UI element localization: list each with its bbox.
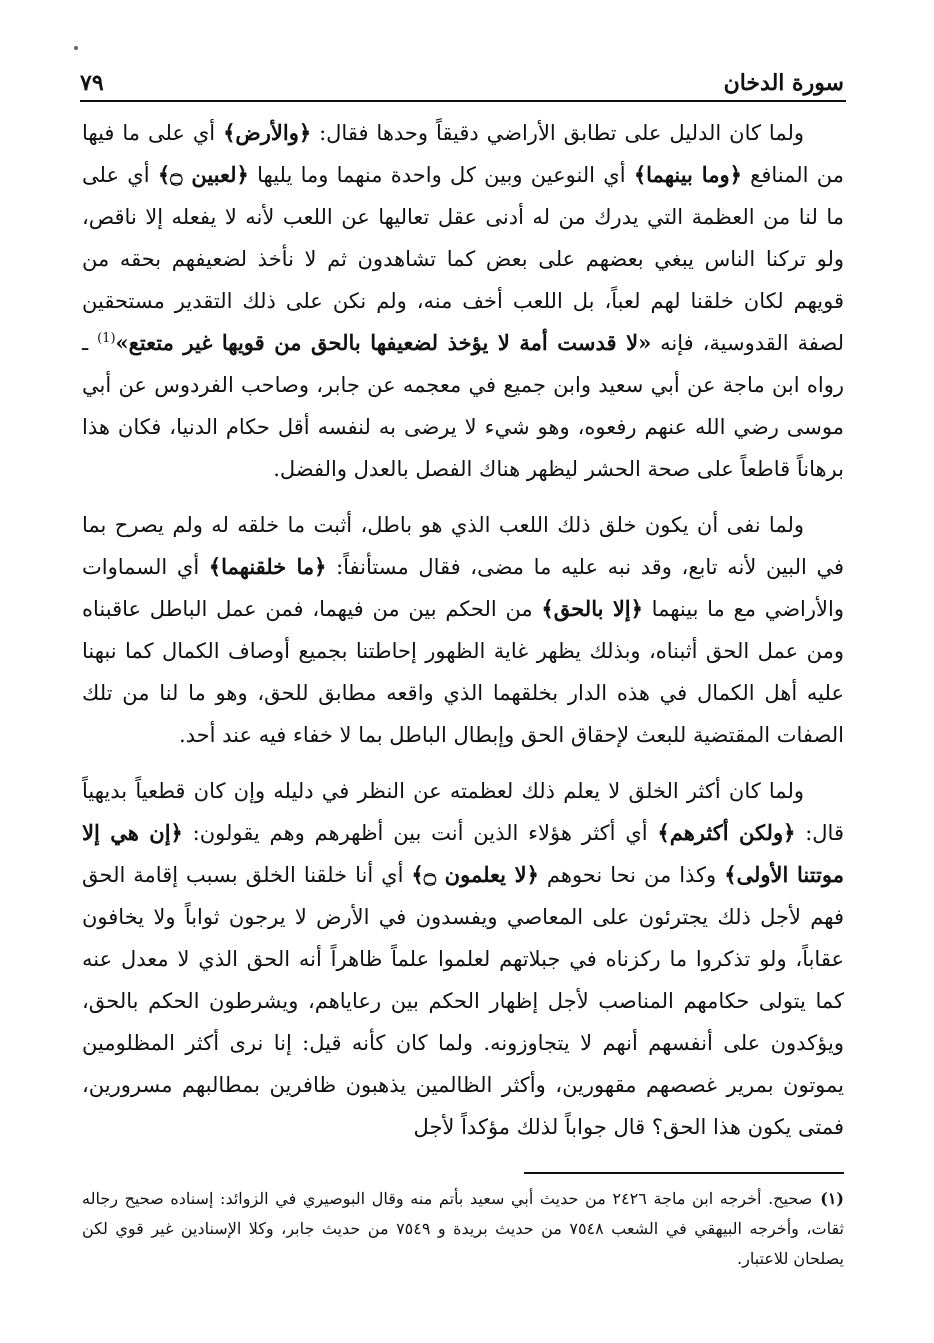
quran-quote: ﴿إلا بالحق﴾ — [541, 596, 643, 621]
quran-quote: ﴿ما خلقنهما﴾ — [208, 554, 327, 579]
footnote-number: (١) — [820, 1189, 844, 1208]
quran-quote: ﴿لعبين ۝﴾ — [157, 162, 249, 187]
footnotes — [82, 1184, 844, 1274]
quran-quote: ﴿إن هي إلا موتتنا الأولى﴾ — [82, 820, 844, 887]
text-run: ولما نفى أن يكون خلق ذلك اللعب الذي هو باطل، أثبت ما خلقه له ولم يصرح بما في البين لأنه تابع، وقد نبه عليه ما مضى، فقال مستأنفاً: — [82, 513, 845, 579]
body-text — [82, 112, 844, 1162]
hadith-quote: «لا قدست أمة لا يؤخذ لضعيفها بالحق من قويها غير متعتع» — [115, 330, 652, 355]
footnote-text: صحيح. أخرجه ابن ماجة ٢٤٢٦ من حديث أبي سعيد بأتم منه وقال البوصيري في الزوائد: إسناده صحيح رجاله ثقات، وأخرجه البيهقي في الشعب ٧٥٤٨ من حديث بريدة و ٧٥٤٩ من حديث جابر، وكلا الإسنادين غير قوي لكن يصلحان للاعتبار. — [82, 1189, 845, 1268]
text-run: ـ رواه ابن ماجة عن أبي سعيد وابن جميع في معجمه عن جابر، وصاحب الفردوس عن أبي موسى رضي الله عنهم رفعوه، وهو شيء لا يرضى به لنفسه أقل حكام الدنيا، فكان هذا برهاناً قاطعاً على صحة الحشر ليظهر هناك الفصل بالعدل والفضل. — [82, 331, 844, 481]
paragraph — [82, 112, 844, 490]
text-run: أي النوعين وبين كل واحدة منهما وما يليها — [248, 163, 634, 187]
quran-quote: ﴿لا يعلمون ۝﴾ — [411, 862, 539, 887]
page-header — [80, 62, 844, 96]
text-run: ولما كان أكثر الخلق لا يعلم ذلك لعظمته عن النظر في دليله وإن كان قطعياً بديهياً قال: — [82, 779, 844, 845]
text-run: أي السماوات والأراضي مع ما بينهما — [82, 555, 844, 621]
text-run: وكذا من نحا نحوهم — [538, 863, 725, 887]
footnote-ref: (1) — [97, 331, 116, 346]
paragraph — [82, 504, 844, 756]
text-run: ولما كان الدليل على تطابق الأراضي دقيقاً وحدها فقال: — [311, 121, 804, 145]
text-run: أي على ما فيها من المنافع — [82, 121, 844, 187]
quran-quote: ﴿وما بينهما﴾ — [633, 162, 742, 187]
quran-quote: ﴿ولكن أكثرهم﴾ — [657, 820, 796, 845]
page-number: ٧٩ — [80, 70, 104, 96]
header-rule — [80, 100, 846, 102]
scan-speck — [74, 46, 78, 50]
text-run: أي على ما لنا من العظمة التي يدرك من له أدنى عقل تعاليها عن اللعب لأنه لا يفعله إلا ناقص، ولو تركنا الناس يبغي بعضهم على بعض كما تشاهدون ثم لا نأخذ لضعيفهم بحقه من قويهم لكان خلقنا لهم لعباً، بل اللعب أخف منه، ولم نكن على ذلك التقدير مستحقين لصفة القدوسية، فإنه — [82, 163, 845, 355]
quran-quote: ﴿والأرض﴾ — [223, 120, 312, 145]
footnote-rule — [524, 1172, 844, 1174]
text-run: من الحكم بين من فيهما، فمن عمل الباطل عاقبناه ومن عمل الحق أثبناه، وبذلك يظهر غاية الظهور إحاطتنا بجميع أوصاف الكمال كما نبهنا عليه أهل الكمال في هذه الدار بخلقهما الذي واقعه مطابق للحق، وهو ما لنا من تلك الصفات المقتضية للبعث لإحقاق الحق وإبطال الباطل بما لا خفاء فيه عند أحد. — [82, 597, 844, 747]
surah-title: سورة الدخان — [723, 70, 844, 96]
paragraph — [82, 770, 844, 1148]
text-run: أي أكثر هؤلاء الذين أنت بين أظهرهم وهم يقولون: — [182, 821, 658, 845]
text-run: أي أنا خلقنا الخلق بسبب إقامة الحق فهم لأجل ذلك يجترئون على المعاصي ويفسدون في الأرض لا يرجون ثواباً ولا يخافون عقاباً، ولو تذكروا ما ركزناه في جبلاتهم لعلموا علماً ظاهراً أنه الحق الذي لا معدل عنه كما يتولى حكامهم المناصب لأجل إظهار الحكم بين رعاياهم، ويشرطون الحكم بالحق، ويؤكدون على أنفسهم أنهم لا يتجاوزونه. ولما كان كأنه قيل: إنا نرى أكثر المظلومين يموتون بمرير غصصهم مقهورين، وأكثر الظالمين يذهبون ظافرين بمطالبهم مسرورين، فمتى يكون هذا الحق؟ قال جواباً لذلك مؤكداً لأجل — [82, 863, 844, 1139]
